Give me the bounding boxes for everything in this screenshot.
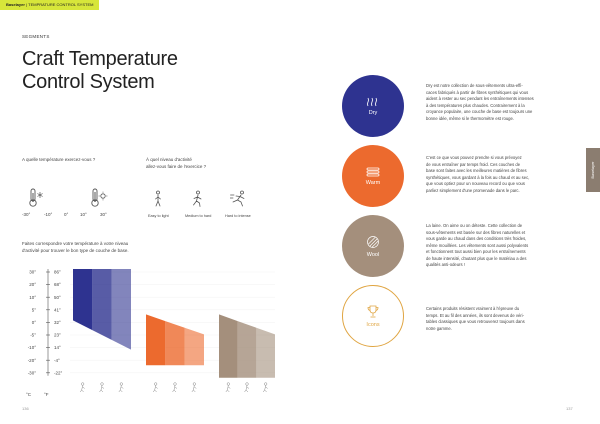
question-activity-line-1: À quel niveau d'activité	[146, 157, 192, 162]
chart-activity-icon	[80, 386, 85, 393]
chart-activity-icon	[263, 386, 268, 393]
segment-icons-name: Icons	[366, 321, 380, 328]
segment-wool-circle	[342, 215, 404, 277]
temp-scale-tick: 10°	[80, 212, 87, 217]
question-activity-line-2: allez-vous faire de l'exercice ?	[146, 164, 207, 169]
chart-activity-icon	[119, 386, 124, 393]
segment-warm-name: Warm	[365, 179, 381, 186]
segment-warm-circle	[342, 145, 404, 207]
segment-dry-circle	[342, 75, 404, 137]
segment-wool-text	[426, 223, 544, 269]
title-line-2: Control System	[22, 71, 155, 93]
segment-dry-text	[426, 83, 544, 122]
segment-dry-name: Dry	[368, 109, 378, 116]
layers-icon	[366, 167, 380, 177]
text-line: et fonctionnent tout aussi bien pour les entraînements	[426, 249, 526, 254]
chart-block-dry	[73, 269, 92, 330]
text-line: Certains produits résistent vraiment à l'épreuve du	[426, 306, 520, 311]
chart-unit-celsius: °C	[26, 392, 32, 397]
chart-instruction-line-1: Faites correspondre votre température à votre niveau	[22, 241, 129, 246]
title-line-1: Craft Temperature	[22, 48, 178, 70]
chart-block-warm	[185, 328, 204, 365]
chart-tick-fahrenheit: -4°	[54, 357, 60, 363]
segment-icons-text	[426, 306, 544, 332]
chart-instruction-line-2: d'activité pour trouver le bon type de couche de base.	[22, 248, 129, 253]
chart-block-wool	[219, 314, 238, 377]
chart-block-warm	[165, 321, 184, 365]
chart-activity-icon	[192, 386, 197, 393]
chart-tick-celsius: 20°	[29, 282, 36, 288]
chart-tick-celsius: -30°	[27, 370, 36, 376]
chart-block-dry	[92, 269, 111, 340]
wool-ball-icon	[366, 235, 380, 249]
text-line: tables classiques que vous retrouverez toujours dans	[426, 319, 525, 324]
chart-tick-celsius: 10°	[29, 294, 36, 300]
activity-level-label: Easy to light	[148, 214, 169, 218]
chart-activity-icon	[245, 386, 250, 393]
chart-activity-icon	[227, 383, 230, 386]
chart-activity-icon	[193, 383, 196, 386]
temp-scale-tick: -10°	[44, 212, 53, 217]
text-line: La laine. On aime ou on déteste. Cette collection de	[426, 223, 523, 228]
segment-wool-name: Wool	[366, 251, 380, 258]
chart-tick-celsius: -10°	[27, 345, 36, 351]
trophy-icon	[367, 305, 379, 319]
chart-activity-icon	[101, 383, 104, 386]
chart-activity-icon	[174, 383, 177, 386]
chart-tick-fahrenheit: 86°	[54, 269, 61, 275]
chart-activity-icon	[226, 386, 231, 393]
segment-warm-text	[426, 155, 544, 194]
text-line: parliez simplement d'une promenade dans le parc.	[426, 187, 520, 193]
text-line: vous garde au chaud dans des conditions très froides,	[426, 236, 527, 241]
wave-lines-icon	[366, 97, 380, 107]
text-line: C'est ce que vous pouvez prendre si vous prévoyez	[426, 155, 522, 160]
chart-tick-celsius: 0°	[31, 320, 36, 325]
chart-tick-fahrenheit: -22°	[54, 370, 63, 376]
chart-tick-celsius: -5°	[30, 332, 36, 338]
activity-level-label: Hard to intense	[225, 214, 251, 218]
segment-icons-circle	[342, 285, 404, 347]
temp-scale-tick: 0°	[64, 212, 69, 217]
temp-scale-tick: 30°	[100, 212, 107, 217]
activity-level-label: Medium to hard	[185, 214, 212, 218]
text-line: aident à rester au sec pendant les entraînements intenses	[426, 96, 534, 101]
text-line: à des températures plus chaudes. Contrairement à la	[426, 102, 525, 108]
chart-activity-icon	[246, 383, 249, 386]
chart-activity-icon	[154, 383, 157, 386]
chart-activity-icon	[81, 383, 84, 386]
chart-tick-fahrenheit: 50°	[54, 294, 61, 300]
text-line: temps. Et au fil des années, ils sont devenus de véri-	[426, 312, 524, 318]
chart-activity-icon	[100, 386, 105, 393]
chart-block-wool	[238, 321, 257, 378]
text-line: de haute intensité, d'autant plus que le matériau a des	[426, 255, 527, 261]
text-line: base sont faites avec les meilleures matières de fibres	[426, 168, 527, 173]
text-line: Dry est notre collection de sous-vêtements ultra-effi-	[426, 83, 523, 88]
text-line: que vous optiez pour un nouveau record ou que vous	[426, 181, 525, 186]
chart-activity-icon	[153, 386, 158, 393]
text-line: caces fabriqués à partir de fibres synthétiques qui vous	[426, 89, 529, 95]
chart-block-wool	[256, 328, 275, 378]
chart-tick-celsius: -20°	[27, 357, 36, 363]
chart-activity-icon	[264, 383, 267, 386]
chart-tick-fahrenheit: 23°	[54, 332, 61, 338]
text-line: de vous entraîner par temps froid. Ces couches de	[426, 161, 521, 167]
page-number-left: 136	[22, 406, 29, 411]
chart-tick-fahrenheit: 32°	[54, 320, 61, 325]
side-tab-label: Baselayer	[591, 161, 595, 179]
chart-tick-celsius: 30°	[29, 269, 36, 275]
text-line: notre gamme.	[426, 325, 452, 331]
chart-tick-fahrenheit: 14°	[54, 345, 61, 351]
temp-scale-tick: -30°	[22, 212, 31, 217]
chart-block-warm	[146, 314, 165, 365]
section-label: SEGMENTS	[22, 34, 50, 39]
header-section-title: TEMPRATURE CONTROL SYSTEM	[28, 2, 94, 7]
brand-label: Baselayer	[6, 2, 25, 7]
text-line: qualités anti-odeurs !	[426, 262, 465, 267]
chart-activity-icon	[120, 383, 123, 386]
page-number-right: 137	[566, 406, 573, 411]
text-line: synthétiques, vous gardant à la fois au chaud et au sec,	[426, 174, 530, 180]
chart-activity-icon	[173, 386, 178, 393]
chart-block-dry	[112, 269, 131, 350]
chart-unit-fahrenheit: °F	[44, 392, 49, 397]
text-line: bonne idée, même si le thermomètre est rouge.	[426, 115, 514, 121]
side-tab	[586, 148, 600, 192]
chart-tick-fahrenheit: 68°	[54, 282, 61, 288]
header-separator: |	[26, 2, 28, 7]
chart-tick-fahrenheit: 41°	[54, 307, 61, 313]
text-line: croyance populaire, une couche de base est toujours une	[426, 109, 533, 114]
text-line: sous-vêtements est basée sur des fibres naturelles et	[426, 229, 526, 235]
text-line: même mouillées. Les vêtements sont aussi polyvalents	[426, 242, 529, 248]
question-temperature: A quelle température exercez-vous ?	[22, 157, 96, 162]
chart-tick-celsius: 5°	[31, 307, 36, 313]
